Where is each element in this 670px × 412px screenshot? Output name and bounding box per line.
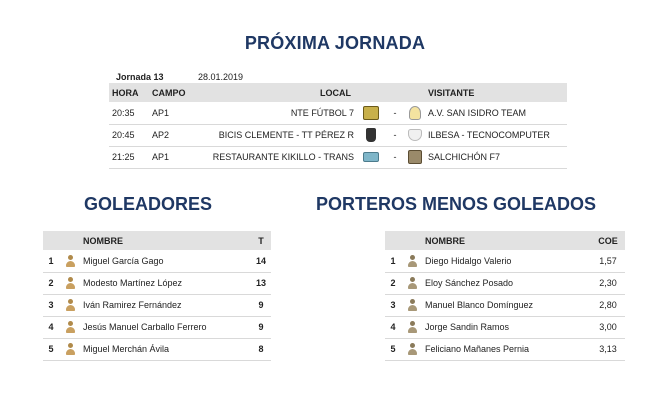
match-field: AP1 (149, 102, 207, 124)
rank: 1 (385, 250, 401, 272)
match-time: 21:25 (109, 146, 149, 168)
keepers-title: PORTEROS MENOS GOLEADOS (316, 194, 597, 214)
match-row[interactable] (109, 102, 567, 124)
player-avatar-icon (407, 343, 418, 355)
table-row[interactable] (385, 338, 625, 360)
rank: 2 (385, 272, 401, 294)
match-row[interactable] (109, 124, 567, 146)
match-separator: - (385, 146, 405, 168)
coe-value: 2,80 (591, 294, 625, 316)
col-visitante: VISITANTE (425, 83, 567, 102)
col-coe: COE (591, 231, 625, 250)
rank: 2 (43, 272, 59, 294)
round-label: Jornada 13 (116, 72, 164, 82)
col-goals: T (251, 231, 271, 250)
round-info (116, 72, 244, 82)
matches-table (109, 83, 567, 169)
matches-header-row (109, 83, 567, 102)
player-name-link[interactable]: Modesto Martínez López (81, 272, 251, 294)
rank: 4 (385, 316, 401, 338)
coe-value: 2,30 (591, 272, 625, 294)
col-visit-crest (405, 83, 425, 102)
next-round-title: PRÓXIMA JORNADA (244, 33, 426, 53)
goals-value: 14 (251, 250, 271, 272)
table-row[interactable] (385, 272, 625, 294)
player-name-link[interactable]: Miguel Merchán Ávila (81, 338, 251, 360)
table-row[interactable] (43, 250, 271, 272)
player-name-link[interactable]: Feliciano Mañanes Pernia (423, 338, 591, 360)
rank: 5 (385, 338, 401, 360)
table-row[interactable] (43, 316, 271, 338)
col-campo: CAMPO (149, 83, 207, 102)
rank: 1 (43, 250, 59, 272)
col-nombre: NOMBRE (423, 231, 591, 250)
player-name-link[interactable]: Iván Ramirez Fernández (81, 294, 251, 316)
round-date: 28.01.2019 (198, 72, 244, 82)
player-avatar-icon (407, 277, 418, 289)
rank: 3 (43, 294, 59, 316)
player-avatar-icon (65, 343, 76, 355)
col-pos (43, 231, 59, 250)
coe-value: 3,13 (591, 338, 625, 360)
player-name-link[interactable]: Jorge Sandin Ramos (423, 316, 591, 338)
match-time: 20:35 (109, 102, 149, 124)
team-crest-icon (363, 152, 379, 162)
rank: 5 (43, 338, 59, 360)
team-crest-icon (409, 106, 421, 120)
match-separator: - (385, 102, 405, 124)
table-row[interactable] (43, 272, 271, 294)
visitor-team-link[interactable]: A.V. SAN ISIDRO TEAM (425, 102, 567, 124)
player-name-link[interactable]: Miguel García Gago (81, 250, 251, 272)
coe-value: 3,00 (591, 316, 625, 338)
rank: 3 (385, 294, 401, 316)
scorers-title: GOLEADORES (84, 194, 213, 214)
player-avatar-icon (407, 321, 418, 333)
team-crest-icon (363, 106, 379, 120)
player-avatar-icon (65, 321, 76, 333)
scorers-table (43, 231, 271, 361)
col-local: LOCAL (207, 83, 357, 102)
goals-value: 13 (251, 272, 271, 294)
rank: 4 (43, 316, 59, 338)
col-pos (385, 231, 401, 250)
match-field: AP1 (149, 146, 207, 168)
col-avatar (59, 231, 81, 250)
table-row[interactable] (385, 250, 625, 272)
match-field: AP2 (149, 124, 207, 146)
team-shirt-icon (366, 128, 376, 142)
keepers-table (385, 231, 625, 361)
player-avatar-icon (407, 299, 418, 311)
local-team-link[interactable]: NTE FÚTBOL 7 (207, 102, 357, 124)
col-local-crest (357, 83, 385, 102)
table-row[interactable] (43, 338, 271, 360)
player-name-link[interactable]: Jesús Manuel Carballo Ferrero (81, 316, 251, 338)
coe-value: 1,57 (591, 250, 625, 272)
match-separator: - (385, 124, 405, 146)
visitor-team-link[interactable]: ILBESA - TECNOCOMPUTER (425, 124, 567, 146)
col-hora: HORA (109, 83, 149, 102)
match-row[interactable] (109, 146, 567, 168)
match-time: 20:45 (109, 124, 149, 146)
col-sep (385, 83, 405, 102)
goals-value: 9 (251, 294, 271, 316)
goals-value: 8 (251, 338, 271, 360)
visitor-team-link[interactable]: SALCHICHÓN F7 (425, 146, 567, 168)
player-avatar-icon (407, 255, 418, 267)
table-row[interactable] (43, 294, 271, 316)
player-avatar-icon (65, 299, 76, 311)
player-avatar-icon (65, 277, 76, 289)
goals-value: 9 (251, 316, 271, 338)
player-name-link[interactable]: Eloy Sánchez Posado (423, 272, 591, 294)
local-team-link[interactable]: BICIS CLEMENTE - TT PÉREZ R (207, 124, 357, 146)
scorers-header-row (43, 231, 271, 250)
team-crest-icon (408, 129, 422, 141)
col-avatar (401, 231, 423, 250)
keepers-header-row (385, 231, 625, 250)
player-name-link[interactable]: Diego Hidalgo Valerio (423, 250, 591, 272)
table-row[interactable] (385, 294, 625, 316)
team-crest-icon (408, 150, 422, 164)
player-avatar-icon (65, 255, 76, 267)
local-team-link[interactable]: RESTAURANTE KIKILLO - TRANS (207, 146, 357, 168)
table-row[interactable] (385, 316, 625, 338)
player-name-link[interactable]: Manuel Blanco Domínguez (423, 294, 591, 316)
col-nombre: NOMBRE (81, 231, 251, 250)
